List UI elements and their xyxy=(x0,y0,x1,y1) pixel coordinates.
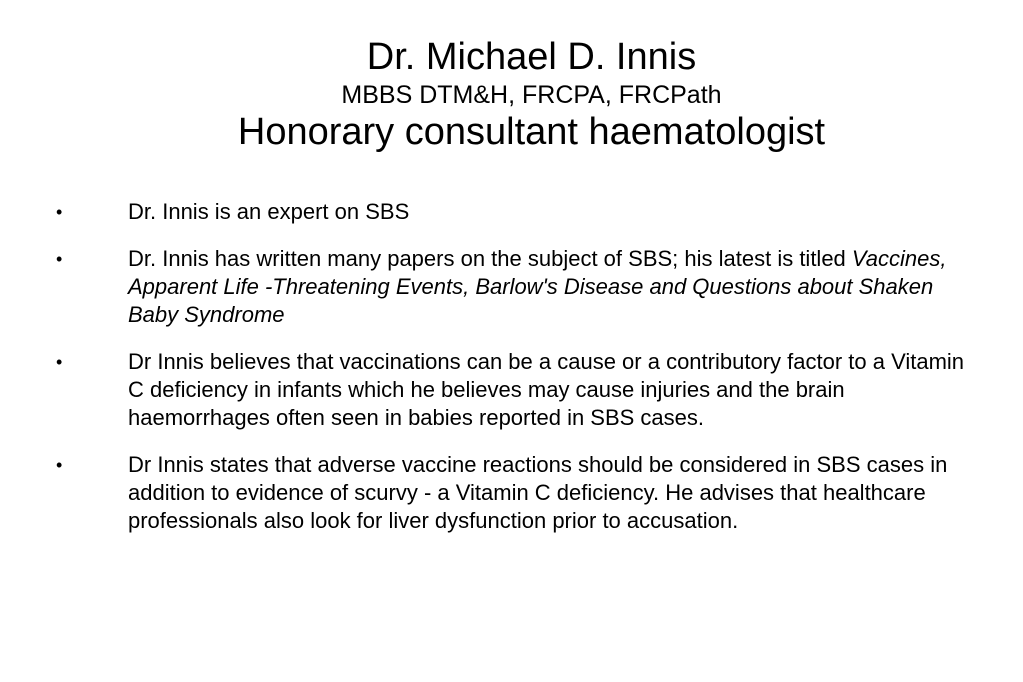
bullet-text: Dr Innis states that adverse vaccine reactions should be considered in SBS cases in addition to evidence of scurvy - a Vitamin C deficiency. He advises that healthcare professionals also look for liver dysfunction prior to accusation. xyxy=(128,452,948,533)
paper-title: Vaccines, Apparent Life -Threatening Events, Barlow's Disease and Questions about Shaken Baby Syndrome xyxy=(128,246,947,327)
bullet-marker: • xyxy=(56,202,63,222)
bullet-item xyxy=(56,198,976,226)
bullet-item xyxy=(56,451,976,535)
bullet-text xyxy=(128,246,946,327)
slide-role: Honorary consultant haematologist xyxy=(237,111,826,153)
bullet-text: Dr. Innis is an expert on SBS xyxy=(128,199,410,224)
bullet-marker: • xyxy=(56,455,63,475)
slide-title: Dr. Michael D. Innis xyxy=(366,36,697,78)
title-block xyxy=(0,34,1023,154)
bullet-item xyxy=(56,245,976,329)
bullet-text-plain: Dr. Innis has written many papers on the subject of SBS; his latest is titled xyxy=(128,246,852,271)
bullet-text: Dr Innis believes that vaccinations can be a cause or a contributory factor to a Vitamin C deficiency in infants which he believes may cause injuries and the brain haemorrhages often seen in babies reported in SBS cases. xyxy=(128,349,965,430)
bullet-marker: • xyxy=(56,352,63,372)
slide-credentials: MBBS DTM&H, FRCPA, FRCPath xyxy=(341,81,722,109)
bullet-item xyxy=(56,348,976,432)
bullet-list xyxy=(56,198,976,554)
bullet-marker: • xyxy=(56,249,63,269)
